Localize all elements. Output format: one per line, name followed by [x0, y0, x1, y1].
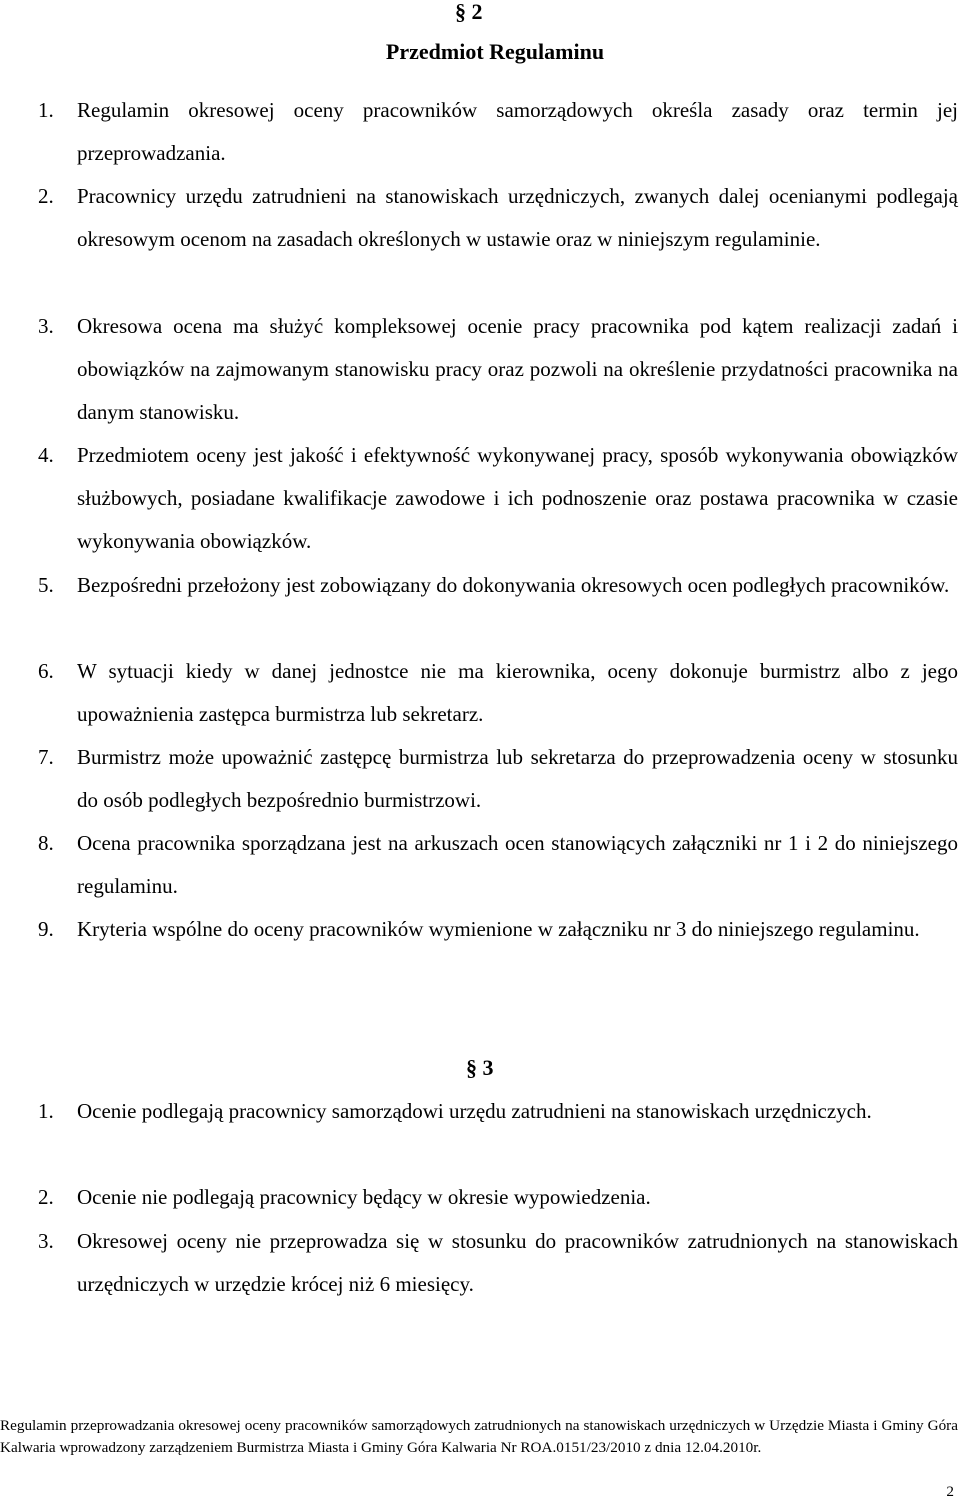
list-item-text: Burmistrz może upoważnić zastępcę burmistrza lub sekretarza do przeprowadzenia oceny w stosunku do osób podległych bezpośrednio burmistrzowi.	[77, 745, 958, 812]
list-item-number: 9.	[38, 917, 54, 941]
list-item-text: Bezpośredni przełożony jest zobowiązany do dokonywania okresowych ocen podległych pracowników.	[77, 573, 950, 597]
list-item-text: Okresowej oceny nie przeprowadza się w stosunku do pracowników zatrudnionych na stanowiskach urzędniczych w urzędzie krócej niż 6 miesięcy.	[77, 1229, 958, 1296]
section-3-heading: § 3	[466, 1055, 494, 1080]
list-item-text: Ocena pracownika sporządzana jest na arkuszach ocen stanowiących załączniki nr 1 i 2 do niniejszego regulaminu.	[77, 831, 958, 898]
list-item	[38, 736, 958, 822]
list-item	[38, 1090, 958, 1133]
list-item-text: Kryteria wspólne do oceny pracowników wymienione w załączniku nr 3 do niniejszego regulaminu.	[77, 917, 920, 941]
list-item	[38, 650, 958, 736]
list-item-text: Ocenie nie podlegają pracownicy będący w okresie wypowiedzenia.	[77, 1185, 651, 1209]
page-footer: Regulamin przeprowadzania okresowej oceny pracowników samorządowych zatrudnionych na stanowiskach urzędniczych w Urzędzie Miasta i Gminy Góra Kalwaria wprowadzony zarządzeniem Burmistrza Miasta i Gminy Góra Kalwaria Nr ROA.0151/23/2010 z dnia 12.04.2010r.	[0, 1417, 958, 1456]
list-item-text: Okresowa ocena ma służyć kompleksowej ocenie pracy pracownika pod kątem realizacji zadań i obowiązków na zajmowanym stanowisku pracy oraz pozwoli na określenie przydatności pracownika na danym stanowisku.	[77, 314, 958, 424]
list-item-text: Ocenie podlegają pracownicy samorządowi urzędu zatrudnieni na stanowiskach urzędniczych.	[77, 1099, 872, 1123]
list-item-number: 6.	[38, 659, 54, 683]
list-item	[38, 1220, 958, 1306]
list-item	[38, 434, 958, 563]
list-item	[38, 822, 958, 908]
list-item-number: 8.	[38, 831, 54, 855]
list-item	[38, 908, 958, 951]
section-2-heading: § 2	[455, 0, 483, 24]
list-item	[38, 175, 958, 261]
list-item-text: W sytuacji kiedy w danej jednostce nie ma kierownika, oceny dokonuje burmistrz albo z jego upoważnienia zastępca burmistrza lub sekretarz.	[77, 659, 958, 726]
list-item	[38, 305, 958, 434]
list-item	[38, 89, 958, 175]
list-item-number: 5.	[38, 573, 54, 597]
list-item	[38, 564, 958, 607]
list-item-number: 4.	[38, 443, 54, 467]
page-number: 2	[946, 1483, 954, 1500]
section-2-title: Przedmiot Regulaminu	[385, 39, 605, 64]
list-item-text: Regulamin okresowej oceny pracowników samorządowych określa zasady oraz termin jej przeprowadzania.	[77, 98, 958, 165]
list-item-number: 3.	[38, 314, 54, 338]
list-item-number: 1.	[38, 1099, 54, 1123]
list-item-number: 2.	[38, 184, 54, 208]
list-item-number: 3.	[38, 1229, 54, 1253]
list-item-text: Pracownicy urzędu zatrudnieni na stanowiskach urzędniczych, zwanych dalej ocenianymi podlegają okresowym ocenom na zasadach określonych w ustawie oraz w niniejszym regulaminie.	[77, 184, 958, 251]
list-item-text: Przedmiotem oceny jest jakość i efektywność wykonywanej pracy, sposób wykonywania obowiązków służbowych, posiadane kwalifikacje zawodowe i ich podnoszenie oraz postawa pracownika w czasie wykonywania obowiązków.	[77, 443, 958, 553]
list-item-number: 7.	[38, 745, 54, 769]
list-item-number: 2.	[38, 1185, 54, 1209]
list-item	[38, 1176, 958, 1219]
list-item-number: 1.	[38, 98, 54, 122]
